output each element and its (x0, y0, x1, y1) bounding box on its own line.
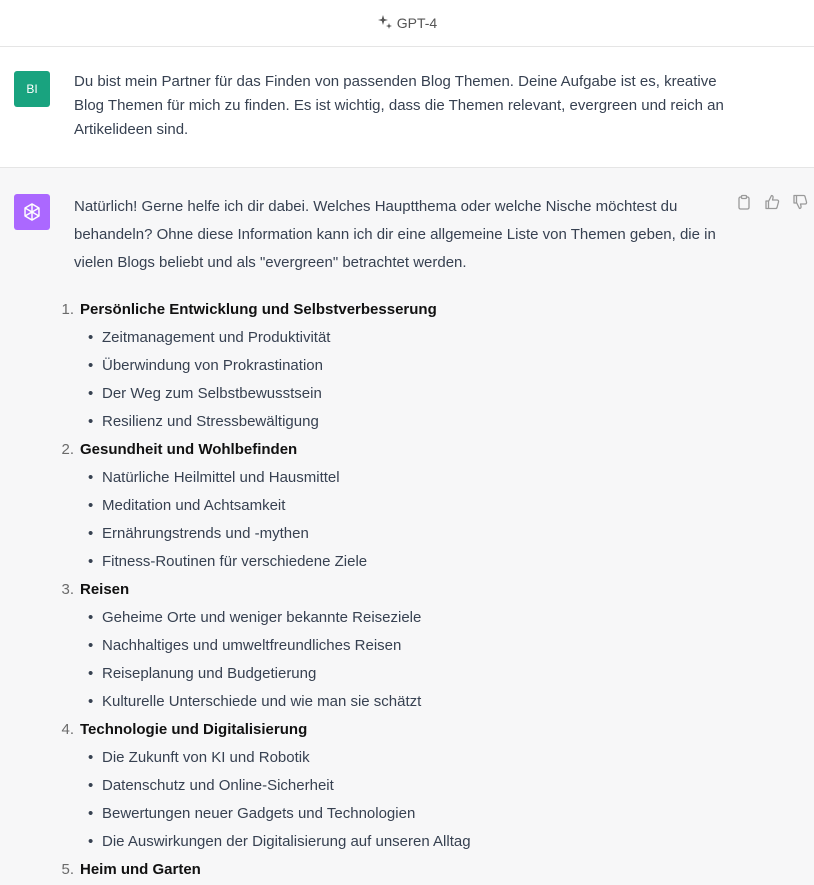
topic-number: 3. (61, 581, 74, 598)
user-avatar (14, 71, 50, 107)
list-item-text: Fitness-Routinen für verschiedene Ziele (102, 553, 368, 570)
sparkle-icon (377, 14, 393, 30)
list-item-text: Kulturelle Unterschiede und wie man sie schätzt (102, 693, 422, 710)
user-message-text: Du bist mein Partner für das Finden von passenden Blog Themen. Deine Aufgabe ist es, kreative Blog Themen für mich zu finden. Es ist wichtig, dass die Themen relevant, evergreen und reich an Artikelideen sind. (74, 73, 724, 138)
thumbs-up-icon[interactable] (764, 194, 780, 210)
list-item (56, 744, 736, 772)
topic-title: Heim und Garten (80, 861, 201, 878)
list-item (56, 688, 736, 716)
user-message (0, 47, 814, 168)
list-item-text: Überwindung von Prokrastination (102, 357, 323, 374)
bullet: • (88, 525, 94, 542)
bullet: • (88, 497, 94, 514)
list-item-text: Ernährungstrends und -mythen (102, 525, 309, 542)
thumbs-down-icon[interactable] (792, 194, 808, 210)
gpt-avatar (14, 194, 50, 230)
topic-heading (56, 436, 736, 464)
bullet: • (88, 609, 94, 626)
topic-number: 4. (61, 721, 74, 738)
list-item-text: Bewertungen neuer Gadgets und Technologien (102, 805, 416, 822)
bullet: • (88, 385, 94, 402)
bullet: • (88, 357, 94, 374)
bullet: • (88, 749, 94, 766)
list-item-text: Nachhaltiges und umweltfreundliches Reisen (102, 637, 402, 654)
bullet: • (88, 805, 94, 822)
list-item-text: Natürliche Heilmittel und Hausmittel (102, 469, 340, 486)
list-item-text: Der Weg zum Selbstbewusstsein (102, 385, 322, 402)
topic-heading (56, 296, 736, 324)
list-item (56, 660, 736, 688)
topic-list (56, 296, 736, 884)
bullet: • (88, 553, 94, 570)
user-avatar-initials: BI (26, 82, 38, 96)
list-item (56, 352, 736, 380)
message-actions (736, 194, 808, 210)
assistant-message (0, 168, 814, 885)
list-item-text: Geheime Orte und weniger bekannte Reiseziele (102, 609, 422, 626)
bullet: • (88, 469, 94, 486)
bullet: • (88, 413, 94, 430)
list-item (56, 520, 736, 548)
model-label: GPT-4 (396, 15, 438, 31)
list-item (56, 828, 736, 856)
bullet: • (88, 833, 94, 850)
topic-number: 5. (61, 861, 74, 878)
list-item-text: Resilienz und Stressbewältigung (102, 413, 319, 430)
list-item (56, 380, 736, 408)
list-item-text: Datenschutz und Online-Sicherheit (102, 777, 334, 794)
model-header (0, 0, 814, 47)
list-item (56, 548, 736, 576)
copy-icon[interactable] (736, 194, 752, 210)
list-item (56, 800, 736, 828)
topic-heading (56, 716, 736, 744)
list-item-text: Die Zukunft von KI und Robotik (102, 749, 310, 766)
list-item-text: Meditation und Achtsamkeit (102, 497, 286, 514)
list-item (56, 604, 736, 632)
list-item (56, 632, 736, 660)
list-item (56, 772, 736, 800)
openai-logo-icon (21, 201, 43, 223)
bullet: • (88, 665, 94, 682)
list-item (56, 464, 736, 492)
topic-heading (56, 856, 736, 884)
assistant-intro-text: Natürlich! Gerne helfe ich dir dabei. Welches Hauptthema oder welche Nische möchtest du behandeln? Ohne diese Information kann ich dir eine allgemeine Liste von Themen geben, die in vielen Blogs beliebt und als "evergreen" betrachtet werden. (74, 198, 716, 271)
list-item (56, 492, 736, 520)
topic-number: 2. (61, 441, 74, 458)
list-item (56, 408, 736, 436)
list-item-text: Reiseplanung und Budgetierung (102, 665, 317, 682)
topic-title: Reisen (80, 581, 130, 598)
bullet: • (88, 637, 94, 654)
list-item-text: Die Auswirkungen der Digitalisierung auf unseren Alltag (102, 833, 471, 850)
bullet: • (88, 777, 94, 794)
list-item-text: Zeitmanagement und Produktivität (102, 329, 331, 346)
topic-heading (56, 576, 736, 604)
topic-title: Persönliche Entwicklung und Selbstverbesserung (80, 301, 437, 318)
list-item (56, 324, 736, 352)
bullet: • (88, 693, 94, 710)
topic-title: Gesundheit und Wohlbefinden (80, 441, 298, 458)
bullet: • (88, 329, 94, 346)
topic-number: 1. (61, 301, 74, 318)
topic-title: Technologie und Digitalisierung (80, 721, 308, 738)
